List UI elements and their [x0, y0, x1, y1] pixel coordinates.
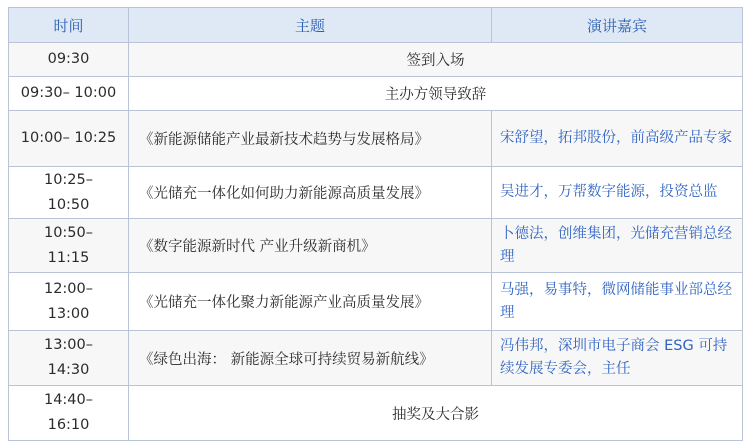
time-start: 13:00–: [43, 337, 94, 353]
topic-cell: 签到入场: [129, 43, 743, 77]
time-start: 10:50–: [43, 224, 94, 241]
time-start: 10:25–: [43, 171, 94, 188]
topic-cell: 《新能源储能产业最新技术趋势与发展格局》: [129, 111, 492, 167]
speaker-cell: 卜德法，创维集团，光储充营销总经理: [492, 219, 743, 273]
time-cell: [9, 167, 129, 219]
time-start: 12:00–: [43, 280, 94, 297]
time-cell: [9, 77, 129, 111]
table-row: [9, 77, 743, 111]
time-cell: [9, 111, 129, 167]
table-row: [9, 43, 743, 77]
header-speaker: 演讲嘉宾: [492, 8, 743, 43]
table-row: [9, 219, 743, 273]
time-cell: [9, 331, 129, 386]
topic-cell: 《光储充一体化如何助力新能源高质量发展》: [129, 167, 492, 219]
time-start: 14:40–: [43, 392, 94, 408]
time-cell: [9, 43, 129, 77]
time-text: 09:30– 10:00: [20, 85, 117, 101]
table-row: [9, 273, 743, 331]
time-cell: [9, 273, 129, 331]
table-row: [9, 386, 743, 441]
time-cell: [9, 386, 129, 441]
agenda-header: [9, 8, 743, 43]
topic-cell: 《光储充一体化聚力新能源产业高质量发展》: [129, 273, 492, 331]
speaker-cell: 冯伟邦，深圳市电子商会 ESG 可持续发展专委会，主任: [492, 331, 743, 386]
table-row: [9, 111, 743, 167]
topic-cell: 主办方领导致辞: [129, 77, 743, 111]
time-end: 16:10: [47, 417, 90, 433]
topic-cell: 《绿色出海： 新能源全球可持续贸易新航线》: [129, 331, 492, 386]
time-end: 10:50: [47, 196, 90, 213]
topic-cell: 抽奖及大合影: [129, 386, 743, 441]
agenda-table: [8, 7, 743, 441]
table-row: [9, 331, 743, 386]
table-row: [9, 167, 743, 219]
time-end: 13:00: [47, 305, 90, 322]
time-end: 14:30: [47, 362, 90, 378]
time-text: 09:30: [47, 51, 90, 67]
time-text: 10:00– 10:25: [20, 130, 117, 146]
speaker-cell: 马强，易事特，微网储能事业部总经理: [492, 273, 743, 331]
time-end: 11:15: [47, 249, 90, 266]
header-topic: 主题: [129, 8, 492, 43]
speaker-cell: 吴进才，万帮数字能源，投资总监: [492, 167, 743, 219]
speaker-cell: 宋舒望，拓邦股份，前高级产品专家: [492, 111, 743, 167]
time-cell: [9, 219, 129, 273]
header-time: 时间: [9, 8, 129, 43]
topic-cell: 《数字能源新时代 产业升级新商机》: [129, 219, 492, 273]
